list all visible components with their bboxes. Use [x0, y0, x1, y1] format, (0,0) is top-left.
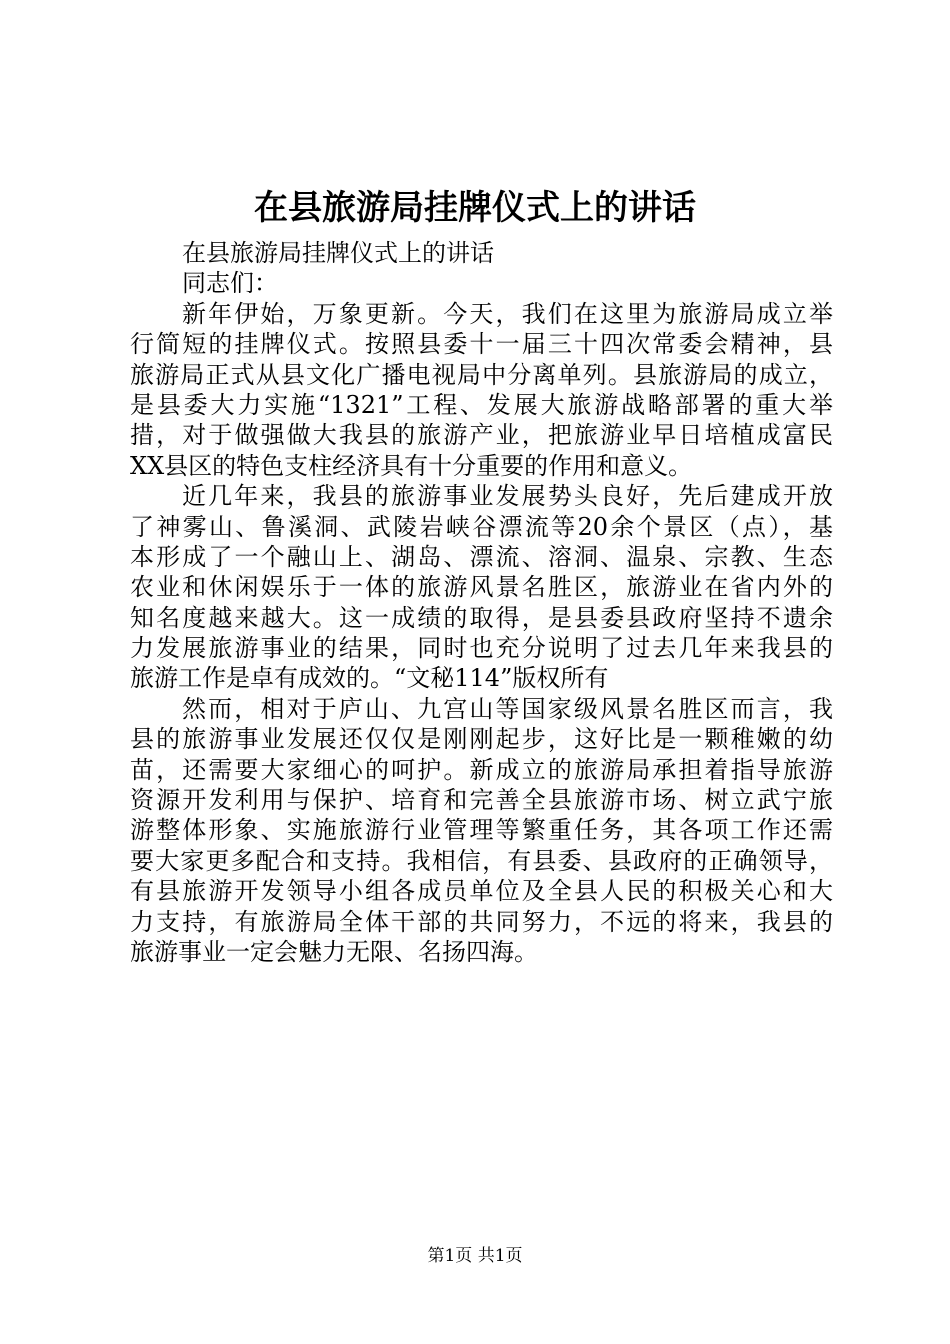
paragraph-line: 力支持，有旅游局全体干部的共同努力，不远的将来，我县的	[130, 907, 833, 936]
paragraph-line: 了神雾山、鲁溪洞、武陵岩峡谷漂流等20余个景区（点），基	[130, 512, 833, 541]
paragraph-line: 行简短的挂牌仪式。按照县委十一届三十四次常委会精神，县	[130, 330, 833, 359]
paragraph-line: 近几年来，我县的旅游事业发展势头良好，先后建成开放	[182, 482, 833, 511]
paragraph-line: 要大家更多配合和支持。我相信，有县委、县政府的正确领导，	[130, 846, 833, 875]
page-footer: 第1页 共1页	[427, 1246, 523, 1266]
paragraph-line: 新年伊始，万象更新。今天，我们在这里为旅游局成立举	[182, 299, 833, 328]
paragraph-line: 旅游事业一定会魅力无限、名扬四海。	[130, 937, 538, 966]
paragraph-line: 力发展旅游事业的结果，同时也充分说明了过去几年来我县的	[130, 634, 833, 663]
paragraph-1	[130, 299, 833, 481]
paragraph-2	[130, 481, 833, 694]
paragraph-line: 农业和休闲娱乐于一体的旅游风景名胜区，旅游业在省内外的	[130, 573, 833, 602]
paragraph-line: 苗，还需要大家细心的呵护。新成立的旅游局承担着指导旅游	[130, 755, 833, 784]
paragraph-line: 有县旅游开发领导小组各成员单位及全县人民的积极关心和大	[130, 877, 833, 906]
paragraph-line: 知名度越来越大。这一成绩的取得，是县委县政府坚持不遗余	[130, 603, 833, 632]
paragraph-line: XX县区的特色支柱经济具有十分重要的作用和意义。	[130, 451, 693, 480]
paragraph-line: 措，对于做强做大我县的旅游产业，把旅游业早日培植成富民	[130, 421, 833, 450]
subtitle-line: 在县旅游局挂牌仪式上的讲话	[182, 239, 494, 267]
document-title: 在县旅游局挂牌仪式上的讲话	[254, 188, 696, 228]
paragraph-line: 本形成了一个融山上、湖岛、漂流、溶洞、温泉、宗教、生态	[130, 542, 833, 571]
document-body	[130, 238, 833, 967]
paragraph-line: 旅游局正式从县文化广播电视局中分离单列。县旅游局的成立，	[130, 360, 833, 389]
paragraph-line: 资源开发利用与保护、培育和完善全县旅游市场、树立武宁旅	[130, 786, 833, 815]
paragraph-line: 是县委大力实施“1321”工程、发展大旅游战略部署的重大举	[130, 390, 833, 419]
salutation-line: 同志们：	[182, 269, 278, 298]
paragraph-line: 游整体形象、实施旅游行业管理等繁重任务，其各项工作还需	[130, 816, 833, 845]
paragraph-line: 然而，相对于庐山、九宫山等国家级风景名胜区而言，我	[182, 694, 833, 723]
paragraph-line: 县的旅游事业发展还仅仅是刚刚起步，这好比是一颗稚嫩的幼	[130, 725, 833, 754]
paragraph-3	[130, 694, 833, 968]
paragraph-line: 旅游工作是卓有成效的。“文秘114”版权所有	[130, 664, 609, 693]
